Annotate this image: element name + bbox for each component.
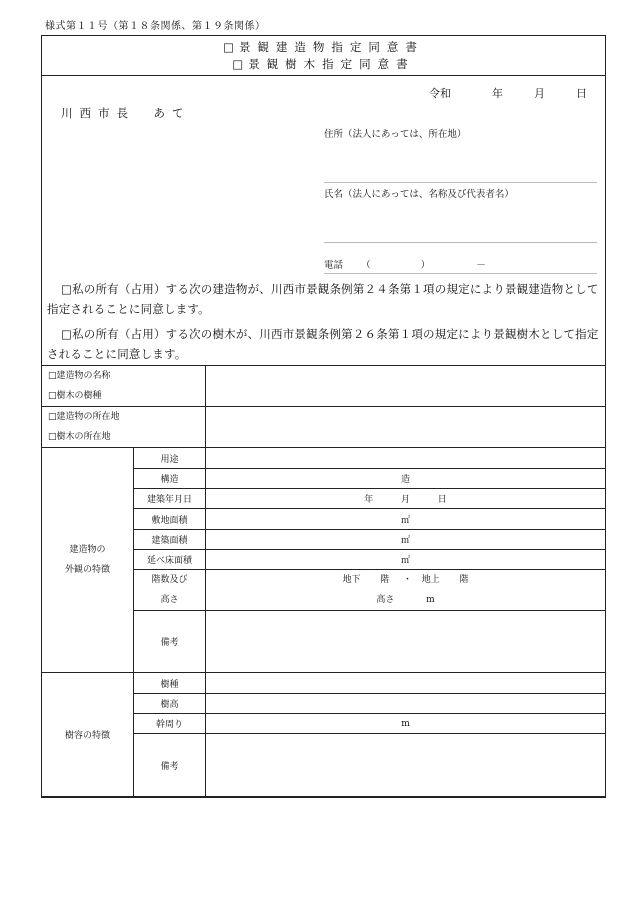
building-area-label: 建築面積 [134, 530, 206, 550]
floor-area-unit: ㎡ [400, 556, 410, 566]
tree-height-value[interactable] [206, 694, 606, 714]
girth-label: 幹周り [134, 714, 206, 734]
phone-label: 電話 [324, 260, 344, 271]
site-area-unit: ㎡ [400, 515, 410, 526]
address-label: 住所（法人にあっては、所在地） [324, 129, 467, 140]
height-unit: m [426, 595, 435, 605]
phone-open-paren: （ [361, 260, 371, 271]
basement-label: 地下 [342, 575, 361, 585]
structure-unit: 造 [400, 475, 410, 485]
structure-value[interactable] [206, 469, 606, 489]
built-date-label: 建築年月日 [134, 489, 206, 509]
tree-section-label: 樹容の特徴 [42, 673, 134, 797]
phone-row [324, 257, 486, 271]
girth-unit: m [401, 718, 410, 729]
location-value-cell[interactable] [206, 407, 606, 448]
building-remarks-value[interactable] [206, 611, 606, 673]
building-section-line2: 外観の特徴 [64, 565, 110, 575]
floor-area-label: 延べ床面積 [134, 550, 206, 570]
built-date-value[interactable] [206, 489, 606, 509]
title-tree: 景観樹木指定同意書 [248, 57, 415, 71]
building-area-unit: ㎡ [400, 536, 410, 546]
loc-tree-label: □樹木の所在地 [48, 432, 111, 442]
title-box [42, 36, 605, 76]
consent-building: □私の所有（占用）する次の建造物が、川西市景観条例第２４条第１項の規定により景観建造物として指定されることに同意します。 [47, 282, 599, 316]
title-building-checkbox[interactable]: □ [223, 40, 239, 54]
floor-area-value[interactable] [206, 550, 606, 570]
floors-separator: ・ [402, 575, 412, 585]
building-section-label [42, 448, 134, 673]
location-label-cell [42, 407, 206, 448]
name-building-label: □建造物の名称 [48, 371, 111, 381]
building-remarks-label: 備考 [134, 611, 206, 673]
date-day: 日 [576, 87, 587, 100]
building-area-value[interactable] [206, 530, 606, 550]
name-label: 氏名（法人にあっては、名称及び代表者名） [324, 189, 514, 200]
form-number: 様式第１１号（第１８条関係、第１９条関係） [45, 21, 266, 32]
girth-value[interactable] [206, 714, 606, 734]
consent-tree: □私の所有（占用）する次の樹木が、川西市景観条例第２６条第１項の規定により景観樹木として指定されることに同意します。 [47, 327, 599, 361]
floors-label-line1: 階数及び [151, 575, 188, 585]
tree-remarks-label: 備考 [134, 734, 206, 797]
floors-label-line2: 高さ [160, 595, 179, 605]
above-label: 地上 [421, 575, 440, 585]
addressee: 川西市長 あて [61, 106, 191, 120]
title-tree-line [42, 56, 605, 73]
basement-floor-unit: 階 [380, 575, 390, 585]
usage-label: 用途 [134, 448, 206, 469]
floors-height-value[interactable] [206, 570, 606, 611]
floors-height-label [134, 570, 206, 611]
title-building: 景観建造物指定同意書 [238, 40, 424, 54]
built-day: 日 [437, 495, 447, 505]
species-label: 樹種 [134, 673, 206, 694]
form-sheet [41, 35, 606, 798]
table-row [42, 366, 606, 407]
table-row [42, 673, 606, 694]
site-area-label: 敷地面積 [134, 509, 206, 530]
name-tree-label: □樹木の樹種 [48, 391, 102, 401]
phone-dash: － [476, 260, 486, 271]
above-floor-unit: 階 [459, 575, 469, 585]
built-month: 月 [400, 495, 410, 505]
date-era: 令和 [429, 87, 451, 100]
title-building-line [42, 39, 605, 56]
address-line[interactable] [324, 182, 597, 183]
built-year: 年 [364, 495, 374, 505]
tree-height-label: 樹高 [134, 694, 206, 714]
phone-line[interactable] [324, 273, 597, 274]
name-label-cell [42, 366, 206, 407]
details-table [41, 365, 606, 797]
phone-close-paren: ） [420, 260, 431, 271]
date-year: 年 [492, 87, 503, 100]
building-section-line1: 建造物の [69, 545, 106, 555]
date-month: 月 [534, 87, 545, 100]
table-row [42, 407, 606, 448]
structure-label: 構造 [134, 469, 206, 489]
tree-remarks-value[interactable] [206, 734, 606, 797]
species-value[interactable] [206, 673, 606, 694]
usage-value[interactable] [206, 448, 606, 469]
name-line[interactable] [324, 242, 597, 243]
floors-line [206, 570, 605, 590]
name-value-cell[interactable] [206, 366, 606, 407]
date-row [429, 85, 587, 101]
title-tree-checkbox[interactable]: □ [232, 57, 249, 71]
height-line [206, 590, 605, 610]
height-label: 高さ [376, 595, 395, 605]
loc-building-label: □建造物の所在地 [48, 412, 120, 422]
table-row [42, 448, 606, 469]
site-area-value[interactable] [206, 509, 606, 530]
